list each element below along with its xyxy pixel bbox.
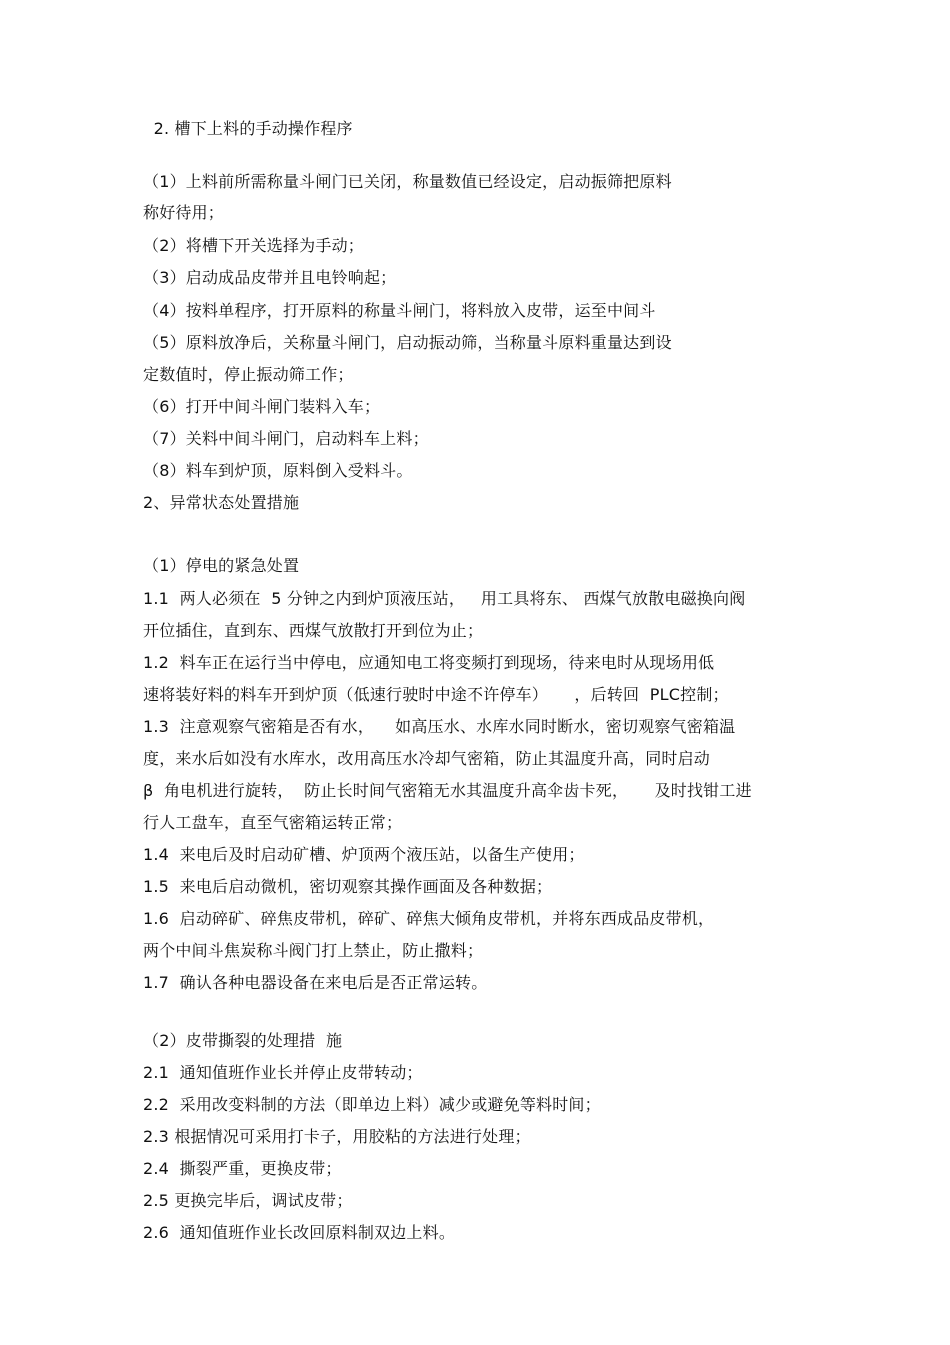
text-line: 1.1 两人必须在 5 分钟之内到炉顶液压站， 用工具将东、 西煤气放散电磁换向阀 [143, 589, 746, 608]
text-line: 2.1 通知值班作业长并停止皮带转动； [143, 1063, 423, 1082]
text-line: 称好待用； [143, 203, 225, 222]
text-line: 2.3 根据情况可采用打卡子，用胶粘的方法进行处理； [143, 1127, 531, 1146]
text-line: 速将装好料的料车开到炉顶（低速行驶时中途不许停车） ，后转回 PLC控制； [143, 685, 729, 704]
text-line: 1.6 启动碎矿、碎焦皮带机，碎矿、碎焦大倾角皮带机，并将东西成品皮带机， [143, 909, 715, 928]
section-heading: 2、异常状态处置措施 [143, 493, 300, 512]
text-line: （7）关料中间斗闸门，启动料车上料； [143, 429, 429, 448]
text-line: 2.6 通知值班作业长改回原料制双边上料。 [143, 1223, 456, 1242]
text-line: 两个中间斗焦炭称斗阀门打上禁止，防止撒料； [143, 941, 484, 960]
text-line: （5）原料放净后，关称量斗闸门，启动振动筛，当称量斗原料重量达到设 [143, 333, 672, 352]
text-line: 1.5 来电后启动微机，密切观察其操作画面及各种数据； [143, 877, 553, 896]
text-line: 1.3 注意观察气密箱是否有水， 如高压水、水库水同时断水，密切观察气密箱温 [143, 717, 736, 736]
text-line: β 角电机进行旋转， 防止长时间气密箱无水其温度升高伞齿卡死， 及时找钳工进 [143, 781, 752, 800]
text-line: 度，来水后如没有水库水，改用高压水冷却气密箱，防止其温度升高，同时启动 [143, 749, 711, 768]
text-line: 2.5 更换完毕后，调试皮带； [143, 1191, 353, 1210]
text-line: （3）启动成品皮带并且电铃响起； [143, 268, 397, 287]
text-line: （2）将槽下开关选择为手动； [143, 236, 364, 255]
text-line: （4）按料单程序，打开原料的称量斗闸门，将料放入皮带，运至中间斗 [143, 301, 656, 320]
subsection-heading: （2）皮带撕裂的处理措 施 [143, 1031, 343, 1050]
subsection-heading: （1）停电的紧急处置 [143, 556, 300, 575]
text-line: 定数值时，停止振动筛工作； [143, 365, 354, 384]
text-line: （6）打开中间斗闸门装料入车； [143, 397, 381, 416]
text-line: 2.2 采用改变料制的方法（即单边上料）减少或避免等料时间； [143, 1095, 601, 1114]
text-line: 1.7 确认各种电器设备在来电后是否正常运转。 [143, 973, 488, 992]
text-line: 行人工盘车，直至气密箱运转正常； [143, 813, 403, 832]
text-line: 1.2 料车正在运行当中停电，应通知电工将变频打到现场，待来电时从现场用低 [143, 653, 715, 672]
text-line: 2.4 撕裂严重，更换皮带； [143, 1159, 342, 1178]
text-line: （8）料车到炉顶，原料倒入受料斗。 [143, 461, 413, 480]
text-line: （1）上料前所需称量斗闸门已关闭，称量数值已经设定，启动振筛把原料 [143, 172, 672, 191]
text-line: 1.4 来电后及时启动矿槽、炉顶两个液压站，以备生产使用； [143, 845, 585, 864]
section-heading: 2. 槽下上料的手动操作程序 [143, 119, 353, 138]
text-line: 开位插住，直到东、西煤气放散打开到位为止； [143, 621, 484, 640]
